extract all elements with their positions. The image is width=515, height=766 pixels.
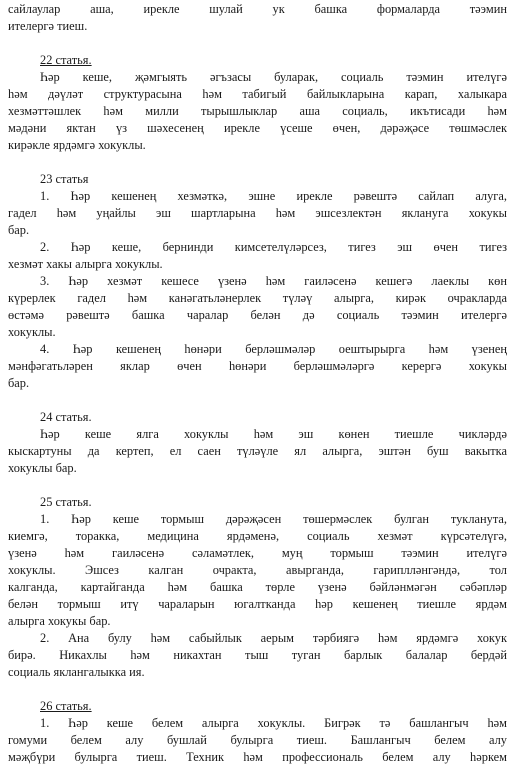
article-heading: 24 статья. bbox=[40, 410, 92, 424]
text-line: калганда, картайганда һәм башка төрле үзенә бәйләнмәгән сәбәпләр bbox=[8, 580, 507, 594]
text-line: ителергә тиеш. bbox=[8, 19, 88, 33]
paragraph-gap bbox=[8, 477, 507, 494]
article-heading: 25 статья. bbox=[40, 495, 92, 509]
text-line: кирәкле ярдәмгә хокуклы. bbox=[8, 138, 146, 152]
paragraph-gap bbox=[8, 681, 507, 698]
document-text bbox=[8, 1, 507, 766]
text-line: гомуми белем алу бушлай булырга тиеш. Башлангыч белем алу bbox=[8, 733, 507, 747]
text-line: бирә. Никахлы һәм никахтан тыш туган барлык балалар бердәй bbox=[8, 648, 507, 662]
paragraph-first-line: 3. Һәр хезмәт кешесе үзенә һәм гаиләсенә кешегә лаеклы көн bbox=[40, 274, 507, 288]
text-line: белән тормыш итү чараларын югалтканда һәр кешенең тиешле ярдәм bbox=[8, 597, 507, 611]
paragraph-first-line: Һәр кеше ялга хокуклы һәм эш көнен тиешле чикләрдә bbox=[40, 427, 507, 441]
article-heading: 22 статья. bbox=[40, 53, 92, 67]
paragraph-gap bbox=[8, 392, 507, 409]
paragraph-first-line: 2. Һәр кеше, бернинди кимсетелүләрсез, тигез эш өчен тигез bbox=[40, 240, 507, 254]
text-line: өстәмә рәвештә башка чаралар белән дә социаль тәэмин ителергә bbox=[8, 308, 507, 322]
paragraph-gap bbox=[8, 154, 507, 171]
text-line: киемгә, торакка, медицина ярдәменә, социаль хезмәт күрсәтелүгә, bbox=[8, 529, 507, 543]
text-line: күрерлек гадел һәм канәгатьләнерлек түләү алырга, кирәк очракларда bbox=[8, 291, 507, 305]
text-line: үзенә һәм гаиләсенә сәламәтлек, муң тормыш тәэмин ителүгә bbox=[8, 546, 507, 560]
text-line: мәнфәгатьләрен яклар өчен һөнәри берләшмәләргә керергә хокукы bbox=[8, 359, 507, 373]
paragraph-first-line: 1. Һәр кеше белем алырга хокуклы. Бигрәк тә башлангыч һәм bbox=[40, 716, 507, 730]
text-line: социаль яклангалыкка ия. bbox=[8, 665, 145, 679]
text-line: бар. bbox=[8, 223, 30, 237]
text-line: хокуклы бар. bbox=[8, 461, 77, 475]
paragraph-first-line: 4. Һәр кешенең һөнәри берләшмәләр оештырырга һәм үзенең bbox=[40, 342, 507, 356]
text-line: һәм дәүләт структурасына һәм табигый байлыкларына карап, халыкара bbox=[8, 87, 507, 101]
article-heading: 23 статья bbox=[40, 172, 89, 186]
text-line: хезмәттәшлек һәм милли тырышлыклар аша социаль, икътисади һәм bbox=[8, 104, 507, 118]
paragraph-first-line: Һәр кеше, җәмгыять әгъзасы буларак, социаль тәэмин ителүгә bbox=[40, 70, 507, 84]
text-line: алырга хокукы бар. bbox=[8, 614, 111, 628]
text-line: мәдәни яктан үз шәхесенең ирекле үсеше өчен, дәрәҗәсе төшмәслек bbox=[8, 121, 507, 135]
text-line: бар. bbox=[8, 376, 30, 390]
paragraph-gap bbox=[8, 35, 507, 52]
paragraph-first-line: 1. Һәр кешенең хезмәткә, эшне ирекле рәвештә сайлап алуга, bbox=[40, 189, 507, 203]
paragraph-first-line: 2. Ана булу һәм сабыйлык аерым тәрбиягә һәм ярдәмгә хокук bbox=[40, 631, 507, 645]
text-line: гадел һәм уңайлы эш шартларына һәм эшсезлектән яклануга хокукы bbox=[8, 206, 507, 220]
paragraph-first-line: 1. Һәр кеше тормыш дәрәҗәсен төшермәслек булган тукланута, bbox=[40, 512, 507, 526]
text-line: кыскартуны да кертеп, ел саен түләүле ял алырга, эштән буш вакытка bbox=[8, 444, 507, 458]
article-heading: 26 статья. bbox=[40, 699, 92, 713]
text-line: хокуклы. bbox=[8, 325, 56, 339]
text-line: мәҗбүри булырга тиеш. Техник һәм профессиональ белем алу һәркем bbox=[8, 750, 507, 764]
text-line: сайлаулар аша, ирекле шулай ук башка формаларда тәэмин bbox=[8, 2, 507, 16]
text-line: хезмәт хакы алырга хокуклы. bbox=[8, 257, 163, 271]
text-line: хокуклы. Эшсез калган очракта, авырганда, гариплләнгәндә, тол bbox=[8, 563, 507, 577]
